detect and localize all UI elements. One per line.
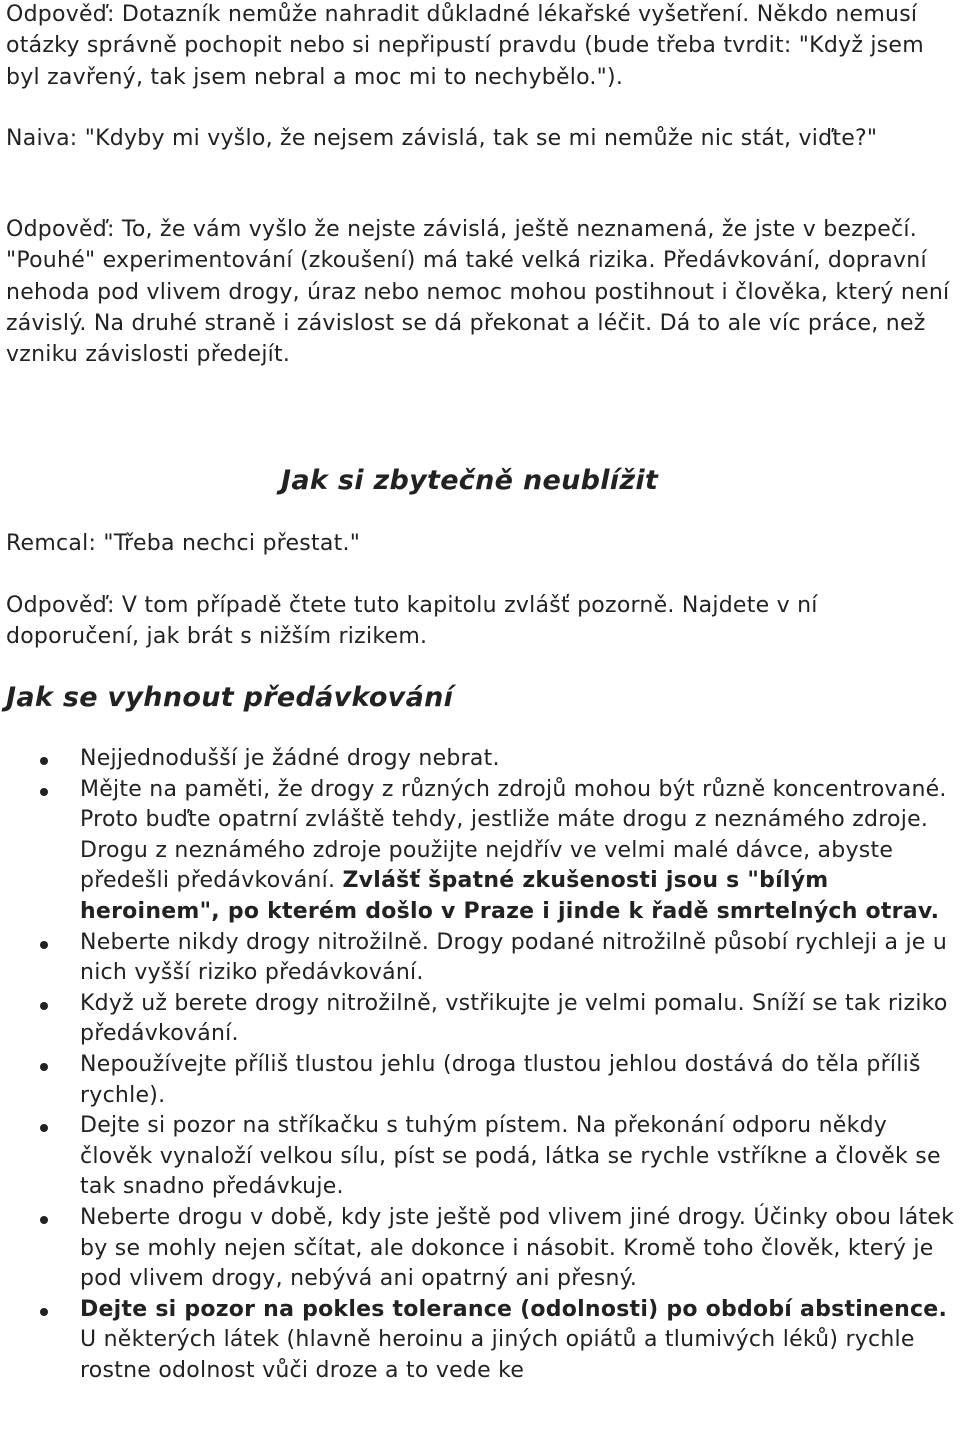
answer-paragraph-3: Odpověď: V tom případě čtete tuto kapitolu zvlášť pozorně. Najdete v ní doporučení, jak brát s nižším rizikem. <box>6 593 818 650</box>
bullet-icon <box>40 757 48 765</box>
section-heading-harm: Jak si zbytečně neublížit <box>281 465 659 496</box>
list-item: Když už berete drogy nitrožilně, vstřikujte je velmi pomalu. Sníží se tak riziko předávkování. <box>0 989 955 1050</box>
list-item: Mějte na paměti, že drogy z různých zdrojů mohou být různě koncentrované. Proto buďte opatrní zvláště tehdy, jestliže máte drogu z neznámého zdroje. Drogu z neznámého zdroje použijte nejdřív ve velmi malé dávce, abyste předešli předávkování. Zvlášť špatné zkušenosti jsou s "bílým heroinem", po kterém došlo v Praze i jinde k řadě smrtelných otrav. <box>0 775 955 928</box>
list-item: Dejte si pozor na stříkačku s tuhým pístem. Na překonání odporu někdy člověk vynaloží velkou sílu, píst se podá, látka se rychle vstříkne a člověk se tak snadno předávkuje. <box>0 1111 955 1203</box>
list-item: Dejte si pozor na pokles tolerance (odolnosti) po období abstinence. U některých látek (hlavně heroinu a jiných opiátů a tlumivých léků) rychle rostne odolnost vůči droze a to vede ke <box>0 1295 955 1387</box>
bullet-icon <box>40 1216 48 1224</box>
list-item: Neberte drogu v době, kdy jste ještě pod vlivem jiné drogy. Účinky obou látek by se mohly nejen sčítat, ale dokonce i násobit. Kromě toho člověk, který je pod vlivem drogy, nebývá ani opatrný ani přesný. <box>0 1203 955 1295</box>
bullet-icon <box>40 1124 48 1132</box>
remcal-question: Remcal: "Třeba nechci přestat." <box>6 531 361 556</box>
list-item: Nepoužívejte příliš tlustou jehlu (droga tlustou jehlou dostává do těla příliš rychle). <box>0 1050 955 1111</box>
bullet-icon <box>40 1308 48 1316</box>
answer-paragraph-1: Odpověď: Dotazník nemůže nahradit důkladné lékařské vyšetření. Někdo nemusí otázky správně pochopit nebo si nepřipustí pravdu (bude třeba tvrdit: "Když jsem byl zavřený, tak jsem nebral a moc mi to nechybělo."). <box>6 2 924 90</box>
naiva-question: Naiva: "Kdyby mi vyšlo, že nejsem závislá, tak se mi nemůže nic stát, viďte?" <box>6 126 878 151</box>
list-item: Neberte nikdy drogy nitrožilně. Drogy podané nitrožilně působí rychleji a je u nich vyšší riziko předávkování. <box>0 928 955 989</box>
bullet-icon <box>40 941 48 949</box>
section-heading-overdose: Jak se vyhnout předávkování <box>6 682 454 713</box>
overdose-tips-list <box>0 744 955 1386</box>
list-item: Nejjednodušší je žádné drogy nebrat. <box>0 744 955 775</box>
answer-paragraph-2: Odpověď: To, že vám vyšlo že nejste závislá, ještě neznamená, že jste v bezpečí. "Pouhé" experimentování (zkoušení) má také velká rizika. Předávkování, dopravní nehoda pod vlivem drogy, úraz nebo nemoc mohou postihnout i člověka, který není závislý. Na druhé straně i závislost se dá překonat a léčit. Dá to ale víc práce, než vzniku závislosti předejít. <box>6 217 950 368</box>
bullet-icon <box>40 1002 48 1010</box>
bullet-icon <box>40 788 48 796</box>
bullet-icon <box>40 1063 48 1071</box>
